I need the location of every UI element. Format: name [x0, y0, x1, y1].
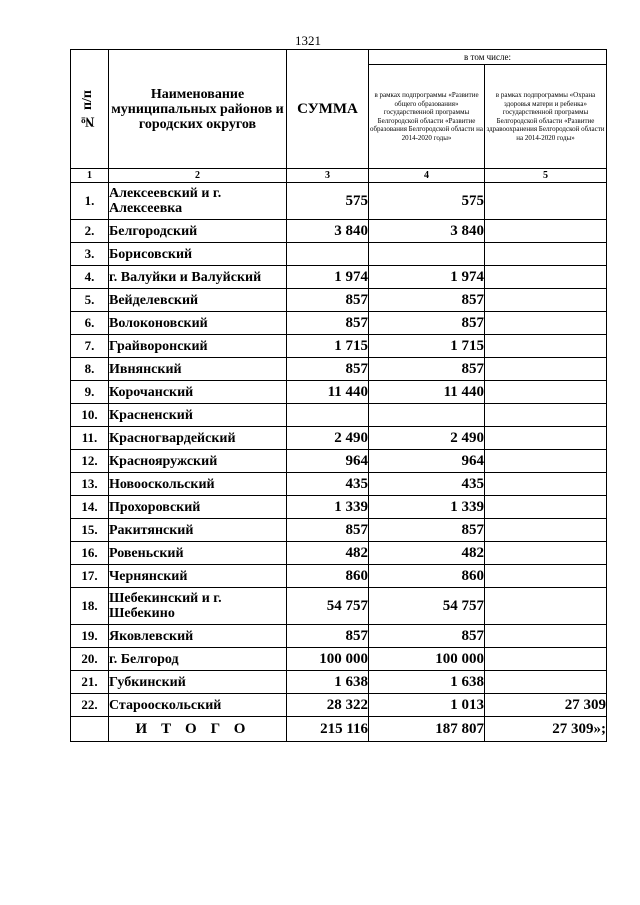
row-education: [369, 404, 485, 427]
row-number: 18.: [71, 588, 109, 625]
row-health: [485, 243, 607, 266]
district-name: Волоконовский: [109, 312, 287, 335]
row-number: 22.: [71, 694, 109, 717]
row-number: 13.: [71, 473, 109, 496]
column-index: 1: [71, 169, 109, 183]
total-sum: 215 116: [287, 717, 369, 742]
row-education: 1 013: [369, 694, 485, 717]
row-health: [485, 625, 607, 648]
table-row: [71, 473, 607, 496]
district-name: Яковлевский: [109, 625, 287, 648]
row-education: 1 974: [369, 266, 485, 289]
table-row: [71, 694, 607, 717]
row-education: 54 757: [369, 588, 485, 625]
row-education: 11 440: [369, 381, 485, 404]
row-health: [485, 289, 607, 312]
row-sum: 857: [287, 519, 369, 542]
row-sum: 857: [287, 289, 369, 312]
district-name: Краснояружский: [109, 450, 287, 473]
district-name: Ровеньский: [109, 542, 287, 565]
district-name: Прохоровский: [109, 496, 287, 519]
table-row: [71, 266, 607, 289]
table-row: [71, 335, 607, 358]
table-row: [71, 358, 607, 381]
row-number: 1.: [71, 183, 109, 220]
header-including: в том числе:: [369, 50, 607, 65]
row-health: [485, 450, 607, 473]
page-number: 1321: [295, 33, 321, 48]
row-sum: 2 490: [287, 427, 369, 450]
total-health: 27 309»;: [485, 717, 607, 742]
row-number: 11.: [71, 427, 109, 450]
header-subprogram-health: в рамках подпрограммы «Охрана здоровья матери и ребенка» государственной программы Белгородской области «Развитие здравоохранения Белгородской области на 2014-2020 годы»: [485, 65, 607, 169]
row-health: [485, 335, 607, 358]
row-health: [485, 427, 607, 450]
row-education: 857: [369, 312, 485, 335]
row-number: 7.: [71, 335, 109, 358]
row-education: 482: [369, 542, 485, 565]
row-health: [485, 473, 607, 496]
total-label: ИТОГО: [109, 717, 287, 742]
row-education: 435: [369, 473, 485, 496]
row-health: [485, 312, 607, 335]
row-education: 857: [369, 519, 485, 542]
district-name: Губкинский: [109, 671, 287, 694]
row-sum: 1 638: [287, 671, 369, 694]
column-index: 5: [485, 169, 607, 183]
allocation-table: [70, 49, 607, 742]
row-education: 575: [369, 183, 485, 220]
district-name: г. Белгород: [109, 648, 287, 671]
row-sum: 857: [287, 625, 369, 648]
row-health: [485, 358, 607, 381]
district-name: Красногвардейский: [109, 427, 287, 450]
district-name: Красненский: [109, 404, 287, 427]
row-education: 857: [369, 625, 485, 648]
row-health: [485, 588, 607, 625]
header-sum: СУММА: [287, 50, 369, 169]
row-health: [485, 648, 607, 671]
district-name: Корочанский: [109, 381, 287, 404]
row-number: 17.: [71, 565, 109, 588]
table-row: [71, 450, 607, 473]
row-number: 5.: [71, 289, 109, 312]
district-name: Борисовский: [109, 243, 287, 266]
row-education: 964: [369, 450, 485, 473]
row-sum: [287, 243, 369, 266]
table-row: [71, 588, 607, 625]
district-name: Чернянский: [109, 565, 287, 588]
table-body: [71, 183, 607, 717]
row-sum: 482: [287, 542, 369, 565]
table-row: [71, 542, 607, 565]
row-education: 857: [369, 289, 485, 312]
row-sum: 1 974: [287, 266, 369, 289]
total-row: [71, 717, 607, 742]
total-spacer: [71, 717, 109, 742]
row-sum: 575: [287, 183, 369, 220]
row-number: 2.: [71, 220, 109, 243]
header-row-number: [71, 50, 109, 169]
table-row: [71, 404, 607, 427]
table-row: [71, 243, 607, 266]
row-sum: 11 440: [287, 381, 369, 404]
row-number: 10.: [71, 404, 109, 427]
table-row: [71, 519, 607, 542]
header-name: Наименование муниципальных районов и городских округов: [109, 50, 287, 169]
row-number: 19.: [71, 625, 109, 648]
row-health: [485, 542, 607, 565]
row-health: [485, 519, 607, 542]
row-number: 20.: [71, 648, 109, 671]
total-education: 187 807: [369, 717, 485, 742]
district-name: Новооскольский: [109, 473, 287, 496]
row-education: 2 490: [369, 427, 485, 450]
district-name: Ракитянский: [109, 519, 287, 542]
table-row: [71, 220, 607, 243]
row-education: [369, 243, 485, 266]
table-row: [71, 312, 607, 335]
district-name: Белгородский: [109, 220, 287, 243]
row-health: 27 309: [485, 694, 607, 717]
row-health: [485, 220, 607, 243]
row-number: 21.: [71, 671, 109, 694]
column-index: 4: [369, 169, 485, 183]
row-number: 9.: [71, 381, 109, 404]
row-sum: 1 715: [287, 335, 369, 358]
row-sum: 435: [287, 473, 369, 496]
column-index: 3: [287, 169, 369, 183]
row-sum: 100 000: [287, 648, 369, 671]
table-row: [71, 625, 607, 648]
row-health: [485, 183, 607, 220]
district-name: Старооскольский: [109, 694, 287, 717]
table-row: [71, 427, 607, 450]
district-name: г. Валуйки и Валуйский: [109, 266, 287, 289]
table-row: [71, 496, 607, 519]
row-health: [485, 565, 607, 588]
row-number: 6.: [71, 312, 109, 335]
row-number: 16.: [71, 542, 109, 565]
row-number: 4.: [71, 266, 109, 289]
column-index-row: [71, 169, 607, 183]
table-row: [71, 565, 607, 588]
row-education: 857: [369, 358, 485, 381]
row-health: [485, 266, 607, 289]
row-health: [485, 404, 607, 427]
header-row-number-label: № п/п: [79, 89, 95, 129]
row-sum: 964: [287, 450, 369, 473]
row-number: 14.: [71, 496, 109, 519]
row-sum: 857: [287, 358, 369, 381]
table-row: [71, 381, 607, 404]
row-education: 3 840: [369, 220, 485, 243]
table-row: [71, 671, 607, 694]
row-number: 8.: [71, 358, 109, 381]
row-number: 3.: [71, 243, 109, 266]
district-name: Алексеевский и г. Алексеевка: [109, 183, 287, 220]
row-sum: [287, 404, 369, 427]
row-education: 1 339: [369, 496, 485, 519]
row-health: [485, 671, 607, 694]
row-number: 12.: [71, 450, 109, 473]
row-sum: 28 322: [287, 694, 369, 717]
row-sum: 1 339: [287, 496, 369, 519]
row-education: 1 638: [369, 671, 485, 694]
table-row: [71, 289, 607, 312]
row-education: 1 715: [369, 335, 485, 358]
row-education: 860: [369, 565, 485, 588]
row-sum: 54 757: [287, 588, 369, 625]
row-sum: 860: [287, 565, 369, 588]
header-subprogram-education: в рамках подпрограммы «Развитие общего образования» государственной программы Белгородской области «Развитие образования Белгородской области на 2014-2020 годы»: [369, 65, 485, 169]
row-number: 15.: [71, 519, 109, 542]
district-name: Шебекинский и г. Шебекино: [109, 588, 287, 625]
table-row: [71, 183, 607, 220]
district-name: Ивнянский: [109, 358, 287, 381]
row-sum: 3 840: [287, 220, 369, 243]
column-index: 2: [109, 169, 287, 183]
district-name: Грайворонский: [109, 335, 287, 358]
row-health: [485, 381, 607, 404]
district-name: Вейделевский: [109, 289, 287, 312]
row-education: 100 000: [369, 648, 485, 671]
table-row: [71, 648, 607, 671]
row-sum: 857: [287, 312, 369, 335]
row-health: [485, 496, 607, 519]
